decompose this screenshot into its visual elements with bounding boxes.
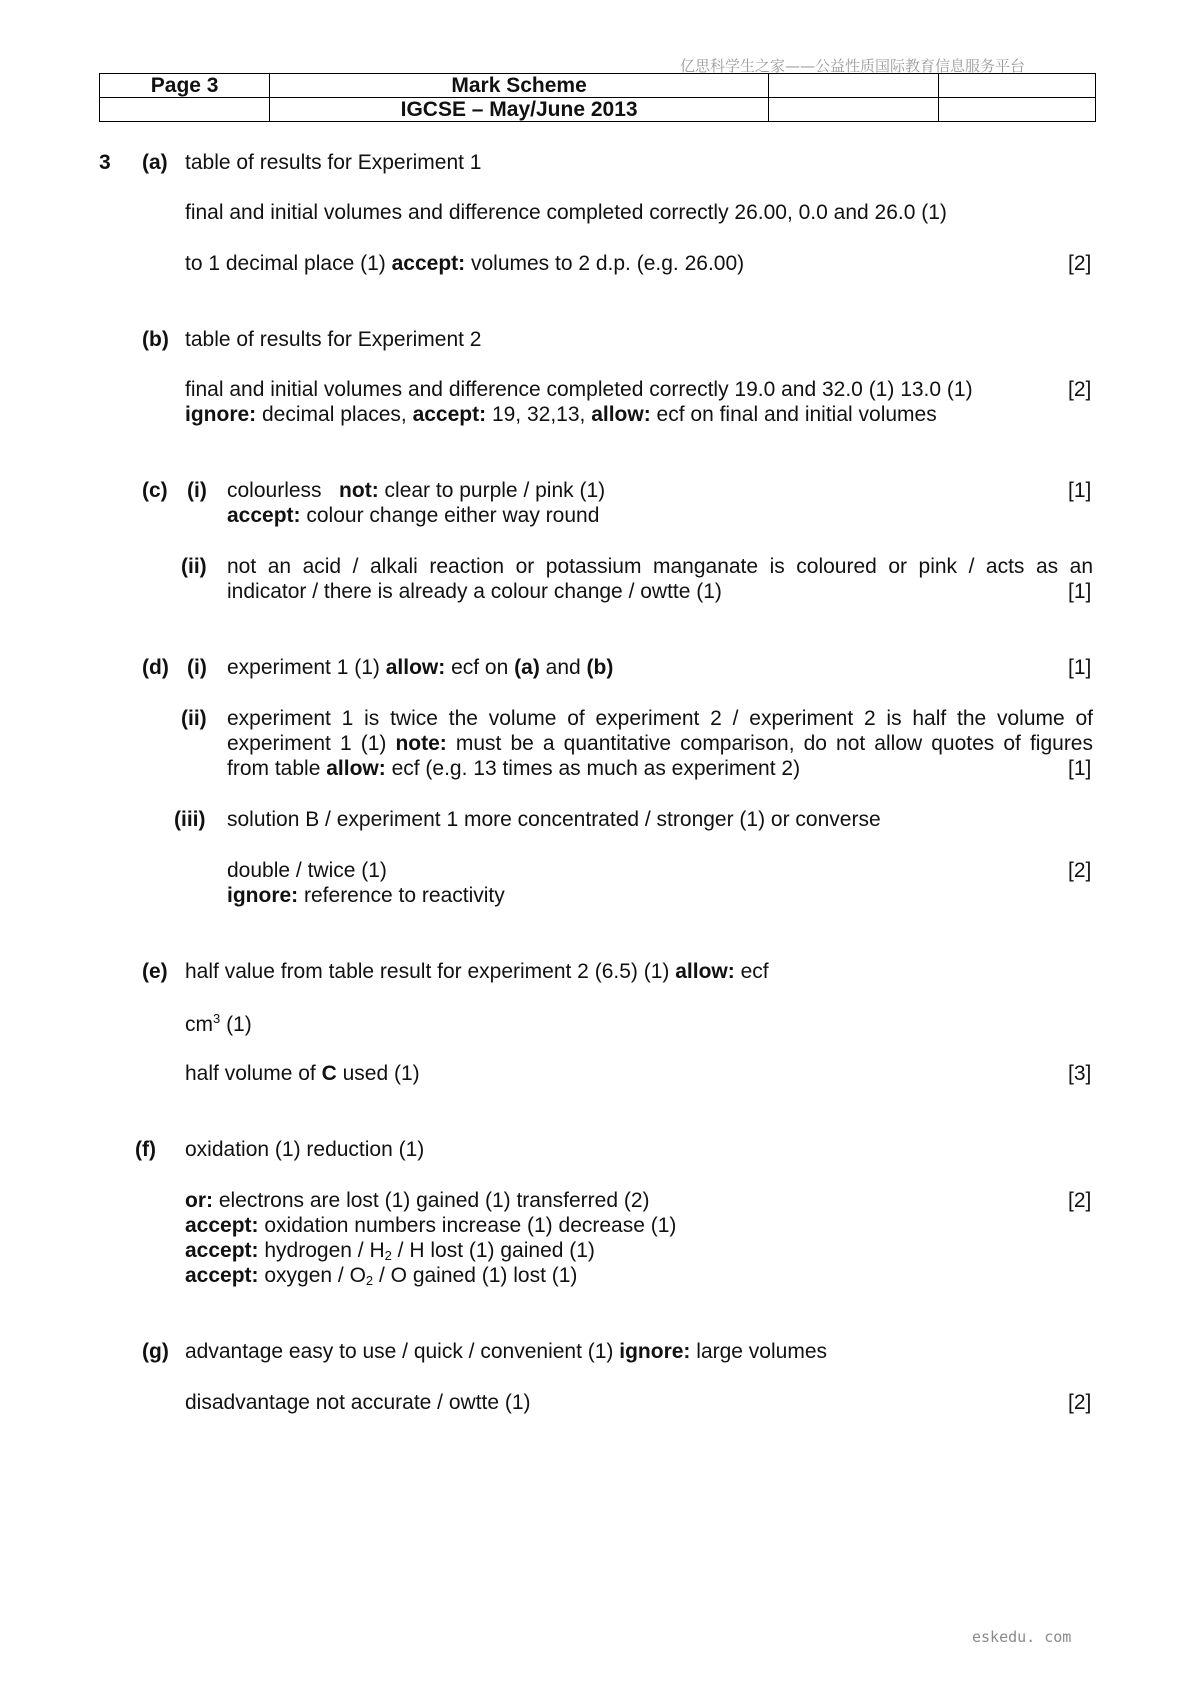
part-c-ii-line: indicator / there is already a colour change / owtte (1)	[227, 580, 722, 603]
keyword: accept:	[185, 1264, 259, 1287]
text: / H lost (1) gained (1)	[391, 1239, 595, 1262]
subpart-iii-label: (iii)	[174, 808, 206, 831]
part-b-label: (b)	[142, 328, 169, 351]
keyword: (a)	[514, 656, 540, 679]
text: from table	[227, 757, 327, 780]
part-d-iii-line	[227, 884, 505, 908]
subpart-i-label: (i)	[187, 479, 207, 502]
text: experiment 1 (1)	[227, 732, 396, 755]
mark: [2]	[1068, 1189, 1092, 1212]
keyword: accept:	[391, 252, 466, 275]
text: advantage easy to use / quick / convenient (1)	[185, 1340, 620, 1363]
text: experiment 1 (1)	[227, 656, 386, 679]
text: cm	[185, 1013, 213, 1036]
mark: [1]	[1068, 580, 1092, 603]
footer-watermark: eskedu. com	[972, 1628, 1072, 1646]
keyword: note:	[395, 732, 447, 755]
part-e-line	[185, 1011, 252, 1037]
keyword: accept:	[227, 504, 301, 527]
header-blank-cell	[938, 98, 1095, 122]
keyword: ignore:	[227, 884, 299, 907]
subscript: 2	[365, 1273, 374, 1288]
text: colour change either way round	[300, 504, 600, 527]
keyword: allow:	[591, 403, 651, 426]
exam-session: IGCSE – May/June 2013	[270, 98, 769, 122]
keyword: C	[321, 1062, 337, 1085]
mark: [2]	[1068, 252, 1092, 275]
keyword: ignore:	[185, 403, 257, 426]
part-f-label: (f)	[135, 1138, 156, 1161]
header-blank-cell	[938, 74, 1095, 98]
header-table	[99, 73, 1096, 122]
text: ecf on	[445, 656, 515, 679]
part-b-line: table of results for Experiment 2	[185, 328, 482, 351]
part-d-label: (d)	[142, 656, 169, 679]
subpart-i-label: (i)	[187, 656, 207, 679]
keyword: or:	[185, 1189, 213, 1212]
text: / O gained (1) lost (1)	[373, 1264, 578, 1287]
part-c-label: (c)	[142, 479, 168, 502]
text: colourless	[227, 479, 340, 502]
part-e-line	[185, 960, 769, 984]
keyword: accept:	[185, 1214, 259, 1237]
part-a-line: final and initial volumes and difference completed correctly 26.00, 0.0 and 26.0 (1)	[185, 201, 947, 224]
page-number: Page 3	[100, 74, 270, 98]
keyword: allow:	[675, 960, 735, 983]
part-f-line	[185, 1189, 650, 1213]
subpart-ii-label: (ii)	[181, 707, 207, 730]
part-c-i-line	[227, 504, 599, 528]
keyword: ignore:	[619, 1340, 691, 1363]
text: decimal places,	[256, 403, 413, 426]
text: 19, 32,13,	[486, 403, 592, 426]
text: must be a quantitative comparison, do not allow quotes of figures	[446, 732, 1093, 755]
keyword: allow:	[326, 757, 386, 780]
text: ecf	[734, 960, 769, 983]
text: ecf on final and initial volumes	[650, 403, 937, 426]
keyword: accept:	[412, 403, 487, 426]
text: ecf (e.g. 13 times as much as experiment 2)	[385, 757, 801, 780]
header-blank-cell	[100, 98, 270, 122]
part-d-iii-line: double / twice (1)	[227, 859, 387, 882]
keyword: not:	[339, 479, 379, 502]
mark: [2]	[1068, 378, 1092, 401]
text: volumes to 2 d.p. (e.g. 26.00)	[465, 252, 745, 275]
part-f-line	[185, 1239, 595, 1263]
part-e-label: (e)	[142, 960, 168, 983]
part-f-line	[185, 1214, 676, 1238]
mark: [1]	[1068, 656, 1092, 679]
part-e-line	[185, 1062, 420, 1086]
part-d-ii-line: experiment 1 is twice the volume of experiment 2 / experiment 2 is half the volume of	[227, 707, 1093, 730]
header-blank-cell	[768, 74, 938, 98]
text: electrons are lost (1) gained (1) transferred (2)	[213, 1189, 650, 1212]
mark: [1]	[1068, 757, 1092, 780]
mark: [2]	[1068, 1391, 1092, 1414]
part-d-iii-line: solution B / experiment 1 more concentrated / stronger (1) or converse	[227, 808, 881, 831]
mark: [3]	[1068, 1062, 1092, 1085]
text: clear to purple / pink (1)	[378, 479, 606, 502]
text: large volumes	[690, 1340, 827, 1363]
document-title: Mark Scheme	[270, 74, 769, 98]
text: oxygen / O	[258, 1264, 366, 1287]
part-b-line	[185, 403, 937, 427]
part-c-ii-line: not an acid / alkali reaction or potassium manganate is coloured or pink / acts as an	[227, 555, 1093, 578]
superscript: 3	[213, 1011, 221, 1026]
subscript: 2	[384, 1248, 392, 1263]
text: to 1 decimal place (1)	[185, 252, 392, 275]
part-d-ii-line	[227, 732, 1093, 756]
mark: [2]	[1068, 859, 1092, 882]
part-c-i-line	[227, 479, 605, 503]
part-f-line	[185, 1264, 577, 1288]
part-f-line: oxidation (1) reduction (1)	[185, 1138, 425, 1161]
mark: [1]	[1068, 479, 1092, 502]
keyword: accept:	[185, 1239, 259, 1262]
header-blank-cell	[768, 98, 938, 122]
text: half volume of	[185, 1062, 322, 1085]
keyword: allow:	[385, 656, 446, 679]
part-g-line	[185, 1340, 827, 1364]
watermark-text: 亿思科学生之家——公益性质国际教育信息服务平台	[680, 57, 1026, 75]
part-d-i-line	[227, 656, 613, 680]
text: (1)	[220, 1013, 252, 1036]
keyword: (b)	[586, 656, 614, 679]
part-a-line	[185, 252, 744, 276]
text: oxidation numbers increase (1) decrease (1)	[258, 1214, 677, 1237]
part-d-ii-line	[227, 757, 800, 781]
text: used (1)	[336, 1062, 420, 1085]
text: reference to reactivity	[298, 884, 505, 907]
text: and	[539, 656, 587, 679]
part-b-line: final and initial volumes and difference completed correctly 19.0 and 32.0 (1) 13.0 (1)	[185, 378, 973, 401]
part-a-line: table of results for Experiment 1	[185, 151, 482, 174]
text: half value from table result for experiment 2 (6.5) (1)	[185, 960, 676, 983]
part-g-line: disadvantage not accurate / owtte (1)	[185, 1391, 531, 1414]
subpart-ii-label: (ii)	[181, 555, 207, 578]
part-a-label: (a)	[142, 151, 168, 174]
text: hydrogen / H	[258, 1239, 385, 1262]
part-g-label: (g)	[142, 1340, 169, 1363]
question-number: 3	[99, 151, 111, 174]
